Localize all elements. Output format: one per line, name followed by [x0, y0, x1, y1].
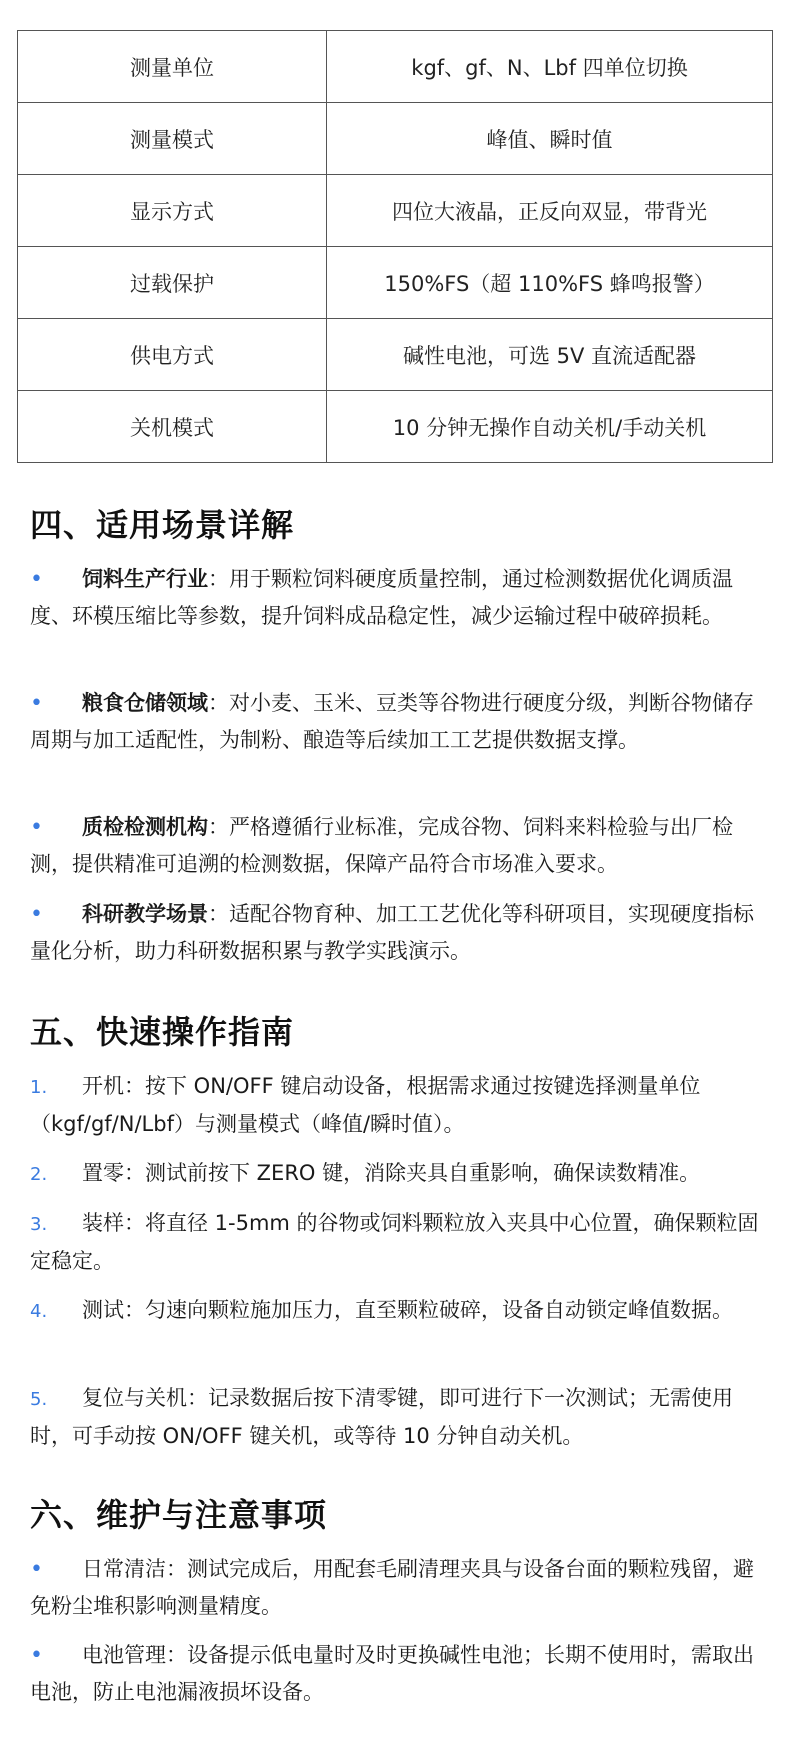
item-text: 电池管理：设备提示低电量时及时更换碱性电池；长期不使用时，需取出电池，防止电池漏液损坏设备。: [30, 1643, 754, 1704]
bullet-icon: •: [30, 902, 43, 927]
item-term: 饲料生产行业: [82, 567, 208, 591]
section-title-maintenance: 六、维护与注意事项: [30, 1496, 328, 1534]
list-item: [30, 685, 760, 759]
item-term: 科研教学场景: [82, 902, 208, 926]
table-row: [18, 175, 773, 247]
list-item: [30, 561, 760, 635]
item-text: ：严格遵循行业标准，完成谷物、饲料来料检验与出厂检测，提供精准可追溯的检测数据，保障产品符合市场准入要求。: [30, 815, 733, 876]
table-row: [18, 391, 773, 463]
item-text: 置零：测试前按下 ZERO 键，消除夹具自重影响，确保读数精准。: [82, 1161, 701, 1185]
item-number: 4.: [30, 1301, 48, 1322]
list-item: [30, 1155, 760, 1193]
item-text: 装样：将直径 1-5mm 的谷物或饲料颗粒放入夹具中心位置，确保颗粒固定稳定。: [30, 1211, 759, 1273]
item-term: 粮食仓储领域: [82, 691, 208, 715]
spec-key: 关机模式: [18, 391, 327, 463]
bullet-icon: •: [30, 567, 43, 592]
spec-value: 150%FS（超 110%FS 蜂鸣报警）: [327, 247, 773, 319]
table-row: [18, 31, 773, 103]
bullet-icon: •: [30, 1643, 43, 1668]
item-text: ：用于颗粒饲料硬度质量控制，通过检测数据优化调质温度、环模压缩比等参数，提升饲料成品稳定性，减少运输过程中破碎损耗。: [30, 567, 733, 628]
table-row: [18, 247, 773, 319]
spec-value: 四位大液晶，正反向双显，带背光: [327, 175, 773, 247]
spec-key: 测量单位: [18, 31, 327, 103]
list-item: [30, 809, 760, 883]
spec-key: 过载保护: [18, 247, 327, 319]
bullet-icon: •: [30, 691, 43, 716]
spec-value: kgf、gf、N、Lbf 四单位切换: [327, 31, 773, 103]
item-text: 测试：匀速向颗粒施加压力，直至颗粒破碎，设备自动锁定峰值数据。: [82, 1298, 733, 1322]
spec-value: 峰值、瞬时值: [327, 103, 773, 175]
section-title-quick-guide: 五、快速操作指南: [30, 1013, 295, 1051]
item-text: 开机：按下 ON/OFF 键启动设备，根据需求通过按键选择测量单位（kgf/gf/N/Lbf）与测量模式（峰值/瞬时值）。: [30, 1074, 701, 1136]
item-number: 5.: [30, 1389, 48, 1410]
spec-value: 10 分钟无操作自动关机/手动关机: [327, 391, 773, 463]
spec-key: 测量模式: [18, 103, 327, 175]
list-item: [30, 1637, 760, 1711]
spec-key: 供电方式: [18, 319, 327, 391]
list-item: [30, 896, 760, 970]
bullet-icon: •: [30, 815, 43, 840]
item-text: 复位与关机：记录数据后按下清零键，即可进行下一次测试；无需使用时，可手动按 ON/OFF 键关机，或等待 10 分钟自动关机。: [30, 1386, 733, 1448]
spec-key: 显示方式: [18, 175, 327, 247]
list-item: [30, 1551, 760, 1625]
item-text: ：适配谷物育种、加工工艺优化等科研项目，实现硬度指标量化分析，助力科研数据积累与教学实践演示。: [30, 902, 754, 963]
spec-value: 碱性电池，可选 5V 直流适配器: [327, 319, 773, 391]
list-item: [30, 1068, 760, 1143]
section-title-scenarios: 四、适用场景详解: [30, 506, 295, 544]
list-item: [30, 1205, 760, 1280]
table-row: [18, 319, 773, 391]
spec-table: [17, 30, 773, 463]
list-item: [30, 1292, 760, 1330]
bullet-icon: •: [30, 1557, 43, 1582]
item-number: 2.: [30, 1164, 48, 1185]
table-row: [18, 103, 773, 175]
item-number: 1.: [30, 1077, 48, 1098]
item-term: 质检检测机构: [82, 815, 208, 839]
item-text: 日常清洁：测试完成后，用配套毛刷清理夹具与设备台面的颗粒残留，避免粉尘堆积影响测量精度。: [30, 1557, 754, 1618]
list-item: [30, 1380, 760, 1455]
item-text: ：对小麦、玉米、豆类等谷物进行硬度分级，判断谷物储存周期与加工适配性，为制粉、酿造等后续加工工艺提供数据支撑。: [30, 691, 754, 752]
item-number: 3.: [30, 1214, 48, 1235]
